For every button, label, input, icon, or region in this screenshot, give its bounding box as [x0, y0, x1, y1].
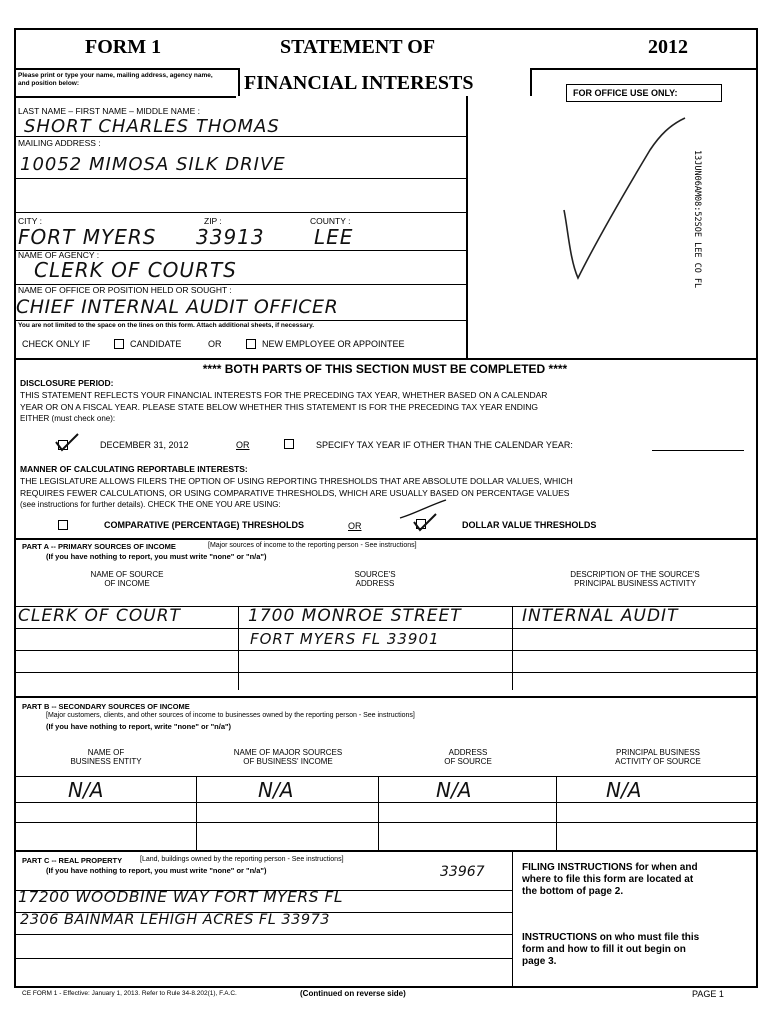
part-a-row1-address: 1700 MONROE STREET [248, 606, 462, 626]
comparative-label: COMPARATIVE (PERCENTAGE) THRESHOLDS [104, 520, 305, 530]
footer-left: CE FORM 1 - Effective: January 1, 2013. Refer to Rule 34-8.202(1), F.A.C. [22, 990, 237, 997]
divider [512, 850, 513, 986]
manner-text-1: THE LEGISLATURE ALLOWS FILERS THE OPTION OF USING REPORTING THRESHOLDS THAT ARE ABSOLUTE DOLLAR VALUES, WHICH [20, 476, 573, 486]
divider [378, 776, 379, 850]
divider [530, 68, 758, 70]
check-mark-stroke [414, 514, 436, 530]
comparative-checkbox[interactable] [58, 520, 68, 530]
part-c-row1-zip: 33967 [440, 864, 485, 880]
zip-value: 33913 [196, 225, 265, 249]
part-c-row2: 2306 BAINMAR LEHIGH ACRES FL 33973 [20, 912, 331, 928]
manner-text-2: REQUIRES FEWER CALCULATIONS, OR USING COMPARATIVE THRESHOLDS, WHICH ARE USUALLY BASED ON PERCENTAGE VALUES [20, 488, 570, 498]
city-label: CITY : [18, 216, 42, 226]
handwritten-checkmark [540, 110, 690, 290]
new-employee-label: NEW EMPLOYEE OR APPOINTEE [262, 339, 405, 349]
divider [512, 606, 513, 690]
part-a-title: PART A -- PRIMARY SOURCES OF INCOME [22, 542, 176, 551]
part-c-title-note: [Land, buildings owned by the reporting person - See instructions] [140, 856, 344, 863]
part-b-na-2: N/A [258, 778, 294, 802]
city-value: FORT MYERS [18, 225, 157, 249]
title-line-2: FINANCIAL INTERESTS [244, 72, 474, 94]
part-a-row2-address: FORT MYERS FL 33901 [250, 630, 440, 648]
specify-checkbox[interactable] [284, 439, 294, 449]
part-a-sub: (If you have nothing to report, you must write "none" or "n/a") [46, 552, 267, 561]
footer-center: (Continued on reverse side) [300, 989, 406, 998]
or-label-3: OR [348, 521, 362, 531]
or-label: OR [208, 339, 222, 349]
page-number: PAGE 1 [692, 989, 724, 999]
part-c-title: PART C -- REAL PROPERTY [22, 856, 123, 865]
zip-label: ZIP : [204, 216, 222, 226]
form-number: FORM 1 [85, 36, 162, 58]
agency-value: CLERK OF COURTS [34, 258, 237, 282]
part-c-sub: (If you have nothing to report, you must write "none" or "n/a") [46, 866, 267, 875]
divider [14, 96, 236, 98]
divider [14, 68, 238, 70]
divider [16, 672, 758, 673]
manner-text-3: (see instructions for further details). CHECK THE ONE YOU ARE USING: [20, 500, 281, 509]
part-b-na-4: N/A [606, 778, 642, 802]
divider [16, 136, 466, 137]
candidate-label: CANDIDATE [130, 339, 182, 349]
part-b-col-entity: NAME OF BUSINESS ENTITY [70, 748, 142, 766]
form-year: 2012 [648, 36, 688, 58]
position-label: NAME OF OFFICE OR POSITION HELD OR SOUGHT : [18, 285, 232, 295]
part-c-row1: 17200 WOODBINE WAY FORT MYERS FL [18, 888, 343, 906]
position-value: CHIEF INTERNAL AUDIT OFFICER [16, 296, 339, 318]
specify-label: SPECIFY TAX YEAR IF OTHER THAN THE CALENDAR YEAR: [316, 440, 573, 450]
part-a-col-address: SOURCE'S ADDRESS [354, 570, 396, 588]
dollar-label: DOLLAR VALUE THRESHOLDS [462, 520, 597, 530]
candidate-checkbox[interactable] [114, 339, 124, 349]
name-label: LAST NAME – FIRST NAME – MIDDLE NAME : [18, 106, 201, 116]
divider [16, 802, 758, 803]
divider [14, 538, 758, 540]
address-value: 10052 MIMOSA SILK DRIVE [20, 154, 286, 175]
divider [16, 178, 466, 179]
filing-instructions: FILING INSTRUCTIONS for when and where to file this form are located at the bottom of page 2. [522, 862, 698, 897]
received-stamp [688, 150, 702, 326]
divider [14, 850, 758, 852]
divider [16, 628, 758, 629]
address-label: MAILING ADDRESS : [18, 138, 101, 148]
fill-instructions: INSTRUCTIONS on who must file this form and how to fill it out begin on page 3. [522, 932, 700, 967]
name-value: SHORT CHARLES THOMAS [24, 116, 280, 137]
period-text-1: THIS STATEMENT REFLECTS YOUR FINANCIAL INTERESTS FOR THE PRECEDING TAX YEAR, WHETHER BASED ON A CALENDAR [20, 390, 548, 400]
part-b-col-activity: PRINCIPAL BUSINESS ACTIVITY OF SOURCE [615, 748, 701, 766]
section-banner: **** BOTH PARTS OF THIS SECTION MUST BE COMPLETED **** [202, 362, 568, 376]
period-title: DISCLOSURE PERIOD: [20, 378, 114, 388]
manner-title: MANNER OF CALCULATING REPORTABLE INTERESTS: [20, 464, 248, 474]
period-text-3: EITHER (must check one): [20, 414, 116, 423]
part-a-col-name: NAME OF SOURCE OF INCOME [90, 570, 164, 588]
part-b-sub: (If you have nothing to report, write "none" or "n/a") [46, 722, 232, 731]
or-label-2: OR [236, 440, 250, 450]
county-value: LEE [314, 225, 354, 249]
divider [16, 650, 758, 651]
part-b-na-1: N/A [68, 778, 104, 802]
part-b-title: PART B -- SECONDARY SOURCES OF INCOME [22, 702, 190, 711]
divider [14, 358, 758, 360]
check-only-if: CHECK ONLY IF [22, 339, 91, 349]
title-line-1: STATEMENT OF [280, 36, 436, 58]
divider [16, 776, 758, 777]
part-a-row1-name: CLERK OF COURT [18, 606, 181, 626]
divider [238, 68, 240, 96]
divider [14, 696, 758, 698]
part-a-row1-description: INTERNAL AUDIT [522, 606, 679, 626]
check-mark-stroke [56, 434, 78, 450]
agency-label: NAME OF AGENCY : [18, 250, 100, 260]
stamp-text: 13JUN06AM08:52SOE LEE CO FL [692, 150, 702, 289]
specify-year-line[interactable] [652, 450, 744, 451]
divider [16, 958, 512, 959]
divider [238, 606, 239, 690]
office-use-box: FOR OFFICE USE ONLY: [566, 84, 722, 102]
part-b-col-sources: NAME OF MAJOR SOURCES OF BUSINESS' INCOME [233, 748, 343, 766]
part-b-note: [Major customers, clients, and other sources of income to businesses owned by the reporting person - See instructions] [46, 712, 415, 719]
period-text-2: YEAR OR ON A FISCAL YEAR. PLEASE STATE BELOW WHETHER THIS STATEMENT IS FOR THE PRECEDING TAX YEAR ENDING [20, 402, 538, 412]
part-a-title-note: [Major sources of income to the reporting person - See instructions] [208, 542, 417, 549]
divider [196, 776, 197, 850]
check-mark-icon-2 [410, 510, 440, 534]
limit-note: You are not limited to the space on the lines on this form. Attach additional sheets, if necessary. [18, 322, 315, 329]
checkmark-stroke [564, 118, 685, 278]
print-instructions: Please print or type your name, mailing address, agency name, and position below: [18, 72, 213, 87]
check-mark-icon [52, 430, 82, 454]
divider [16, 212, 466, 213]
part-b-col-address: ADDRESS OF SOURCE [444, 748, 492, 766]
new-employee-checkbox[interactable] [246, 339, 256, 349]
divider [530, 68, 532, 96]
divider [16, 934, 512, 935]
divider [466, 96, 468, 358]
divider [16, 822, 758, 823]
divider [16, 320, 466, 321]
part-a-col-description: DESCRIPTION OF THE SOURCE'S PRINCIPAL BUSINESS ACTIVITY [570, 570, 700, 588]
county-label: COUNTY : [310, 216, 351, 226]
part-b-na-3: N/A [436, 778, 472, 802]
divider [556, 776, 557, 850]
dec31-label: DECEMBER 31, 2012 [100, 440, 189, 450]
